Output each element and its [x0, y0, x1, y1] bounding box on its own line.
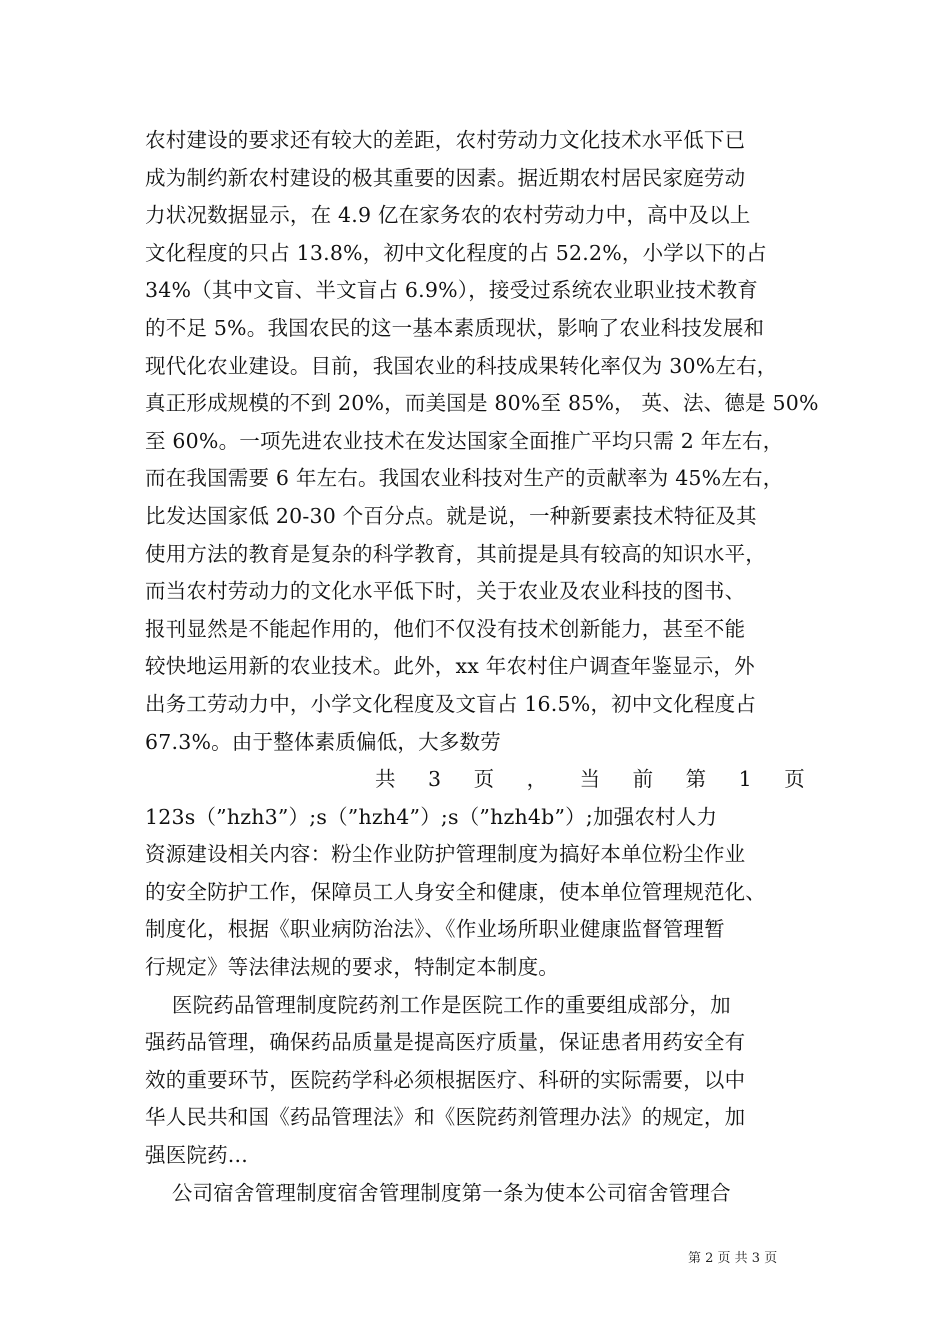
text-line: 效的重要环节，医院药学科必须根据医疗、科研的实际需要，以中 — [145, 1067, 746, 1092]
page-counter-token: 页 — [473, 767, 495, 792]
text-line: 而在我国需要 6 年左右。我国农业科技对生产的贡献率为 45%左右， — [145, 466, 784, 491]
page-counter-token: ， — [526, 767, 548, 792]
page-counter-token: 1 — [738, 767, 752, 792]
text-line: 出务工劳动力中，小学文化程度及文盲占 16.5%，初中文化程度占 — [145, 691, 757, 716]
text-line: 公司宿舍管理制度宿舍管理制度第一条为使本公司宿舍管理合 — [145, 1180, 731, 1205]
text-line: 使用方法的教育是复杂的科学教育，其前提是具有较高的知识水平， — [145, 541, 766, 566]
page-footer: 第 2 页 共 3 页 — [688, 1251, 778, 1266]
page-counter-token: 共 — [375, 767, 396, 792]
text-line: 强药品管理，确保药品质量是提高医疗质量，保证患者用药安全有 — [145, 1030, 746, 1055]
paragraph-rural-labor — [145, 122, 819, 1212]
page-counter — [145, 761, 815, 799]
text-line: 医院药品管理制度院药剂工作是医院工作的重要组成部分，加 — [145, 992, 731, 1017]
text-line: 的安全防护工作，保障员工人身安全和健康，使本单位管理规范化、 — [145, 879, 766, 904]
text-line: 而当农村劳动力的文化水平低下时，关于农业及农业科技的图书、 — [145, 579, 746, 604]
text-line: 34%（其中文盲、半文盲占 6.9%），接受过系统农业职业技术教育 — [145, 278, 759, 303]
text-line: 真正形成规模的不到 20%，而美国是 80%至 85%， 英、法、德是 50% — [145, 391, 819, 416]
text-line: 农村建设的要求还有较大的差距，农村劳动力文化技术水平低下已 — [145, 128, 746, 152]
page-counter-token: 页 — [784, 767, 805, 792]
text-line: 123s（”hzh3”）;s（”hzh4”）;s（”hzh4b”）;加强农村人力 — [145, 804, 718, 829]
text-line: 现代化农业建设。目前，我国农业的科技成果转化率仅为 30%左右， — [145, 353, 778, 378]
page-counter-token: 当 — [579, 767, 601, 792]
text-line: 资源建设相关内容：粉尘作业防护管理制度为搞好本单位粉尘作业 — [145, 842, 746, 867]
text-line: 行规定》等法律法规的要求，特制定本制度。 — [145, 955, 559, 980]
page-counter-token: 3 — [428, 767, 442, 792]
text-line: 文化程度的只占 13.8%，初中文化程度的占 52.2%，小学以下的占 — [145, 240, 767, 265]
text-line: 力状况数据显示，在 4.9 亿在家务农的农村劳动力中，高中及以上 — [145, 203, 751, 228]
text-line: 强医院药... — [145, 1143, 248, 1168]
text-line: 较快地运用新的农业技术。此外，xx 年农村住户调查年鉴显示，外 — [145, 654, 755, 679]
text-line: 成为制约新农村建设的极其重要的因素。据近期农村居民家庭劳动 — [145, 165, 746, 190]
text-line: 67.3%。由于整体素质偏低，大多数劳 — [145, 729, 501, 754]
page-counter-token: 前 — [632, 767, 654, 792]
text-line: 比发达国家低 20-30 个百分点。就是说，一种新要素技术特征及其 — [145, 503, 757, 528]
text-line: 报刊显然是不能起作用的，他们不仅没有技术创新能力，甚至不能 — [145, 616, 746, 641]
text-line: 华人民共和国《药品管理法》和《医院药剂管理办法》的规定，加 — [145, 1105, 746, 1130]
text-line: 制度化，根据《职业病防治法》、《作业场所职业健康监督管理暂 — [145, 917, 725, 942]
page-counter-token: 第 — [685, 767, 707, 792]
text-line: 的不足 5%。我国农民的这一基本素质现状，影响了农业科技发展和 — [145, 315, 765, 340]
text-line: 至 60%。一项先进农业技术在发达国家全面推广平均只需 2 年左右， — [145, 428, 784, 453]
